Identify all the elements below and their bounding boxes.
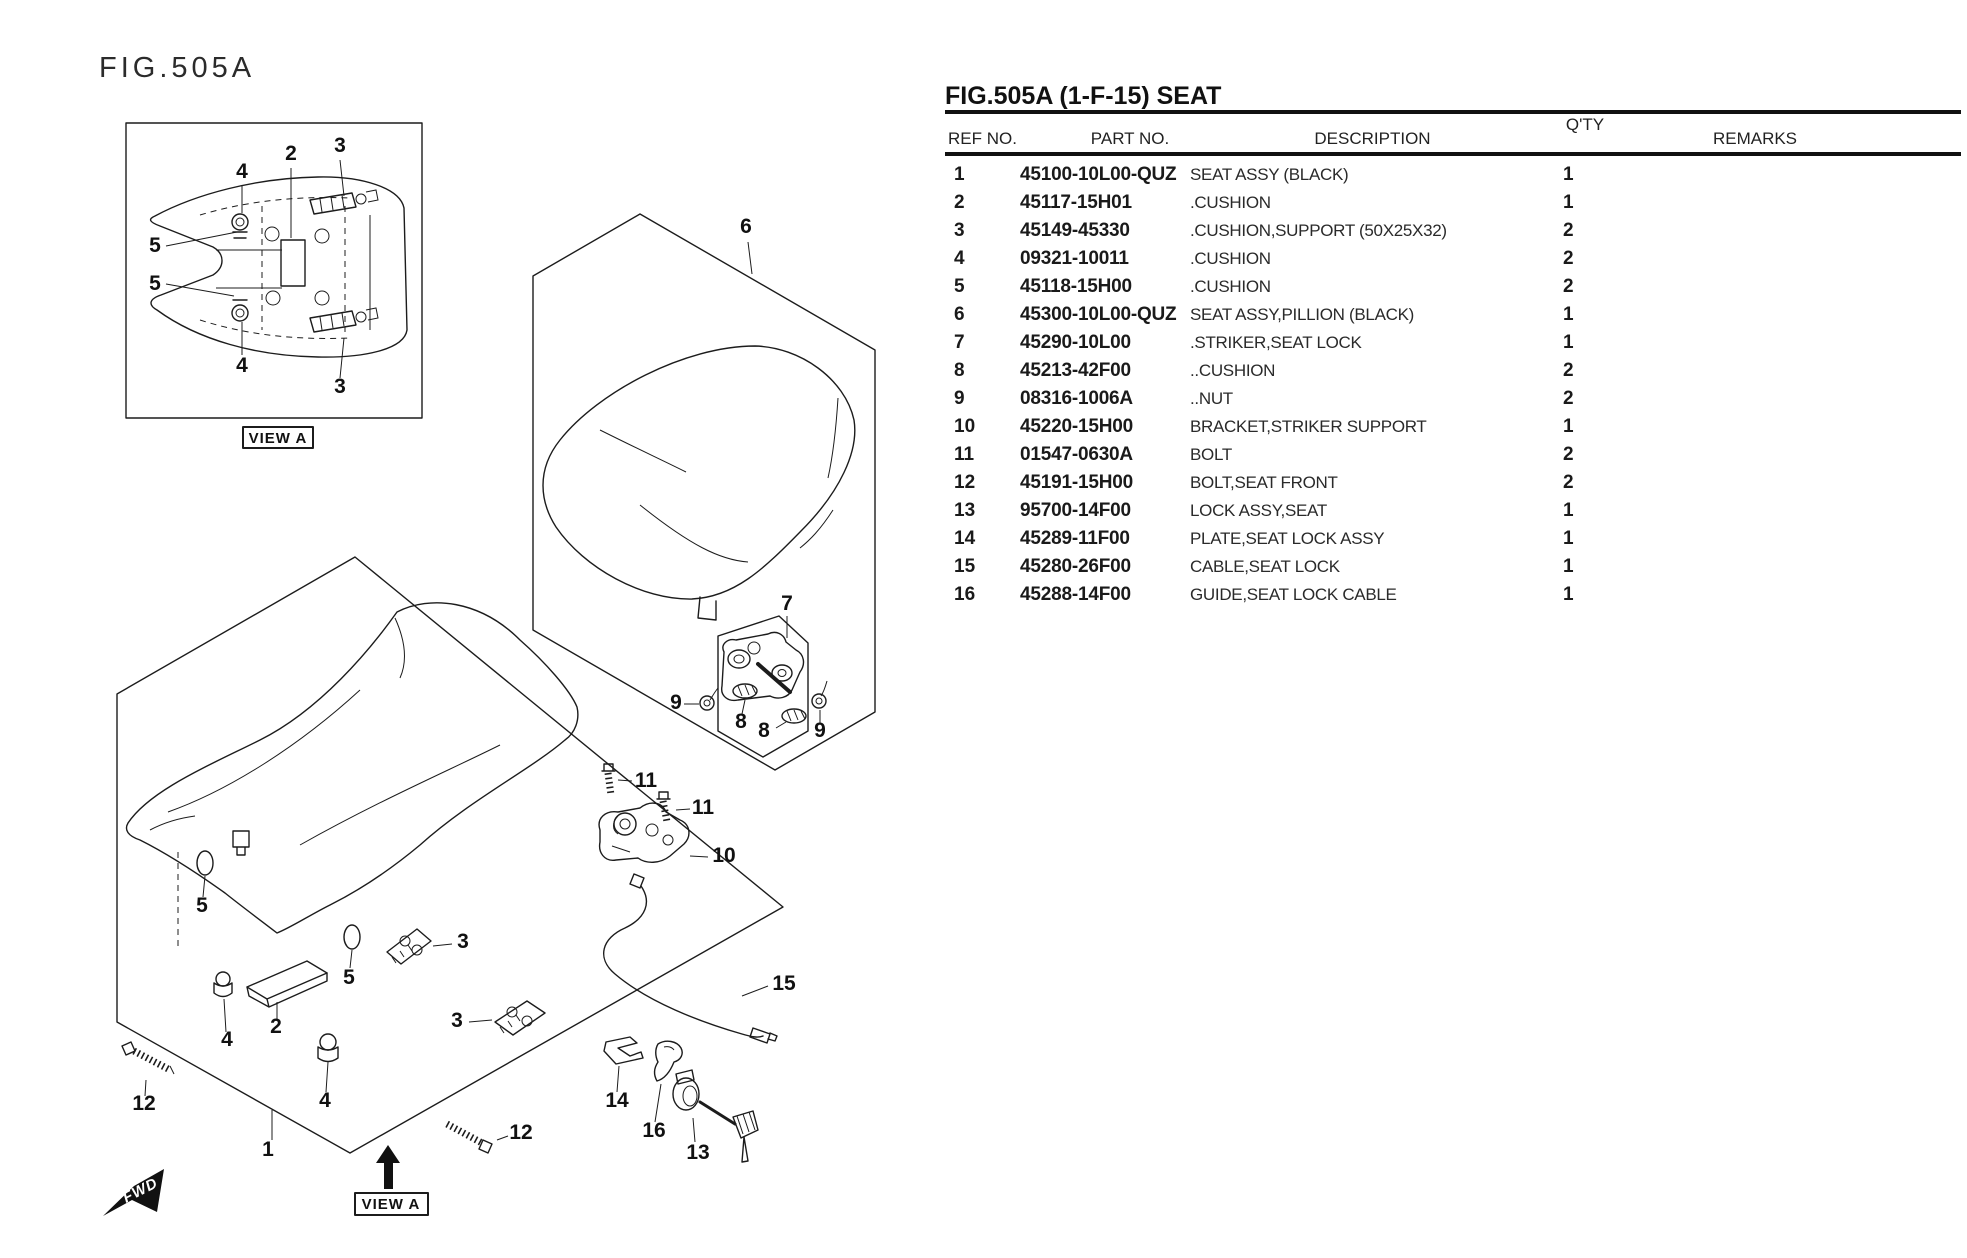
bolt-11-left bbox=[602, 764, 615, 795]
cushion-2-pad bbox=[281, 240, 305, 286]
callout-3: 3 bbox=[334, 375, 346, 398]
cell-part: 45280-26F00 bbox=[1020, 556, 1131, 577]
callout-4: 4 bbox=[236, 160, 248, 183]
cell-qty: 2 bbox=[1563, 472, 1574, 493]
cell-qty: 1 bbox=[1563, 500, 1574, 521]
col-part-no: PART NO. bbox=[1090, 129, 1170, 148]
cell-ref: 2 bbox=[954, 192, 965, 213]
pillion-panel bbox=[533, 214, 875, 770]
striker-tab bbox=[698, 597, 716, 620]
cell-part: 01547-0630A bbox=[1020, 444, 1133, 465]
col-remarks: REMARKS bbox=[1712, 129, 1798, 148]
cell-desc: PLATE,SEAT LOCK ASSY bbox=[1190, 529, 1385, 548]
callout-4: 4 bbox=[236, 354, 248, 377]
parts-table-body bbox=[945, 161, 1961, 609]
cell-part: 95700-14F00 bbox=[1020, 500, 1131, 521]
col-ref-no: REF NO. bbox=[948, 129, 1017, 148]
view-a-tag-inset bbox=[243, 427, 313, 448]
cell-ref: 4 bbox=[954, 248, 965, 269]
cell-part: 45213-42F00 bbox=[1020, 360, 1131, 381]
cell-part: 45191-15H00 bbox=[1020, 472, 1133, 493]
pad-2 bbox=[247, 961, 327, 1007]
cell-ref: 9 bbox=[954, 388, 965, 409]
leader-lines bbox=[166, 160, 344, 378]
cell-qty: 2 bbox=[1563, 360, 1574, 381]
table-row bbox=[945, 525, 1961, 553]
cell-desc: LOCK ASSY,SEAT bbox=[1190, 501, 1327, 520]
cell-part: 45117-15H01 bbox=[1020, 192, 1132, 213]
cell-qty: 1 bbox=[1563, 332, 1574, 353]
pillion-seat-outline bbox=[543, 346, 855, 599]
cell-part: 45300-10L00-QUZ bbox=[1020, 304, 1177, 325]
guide-16 bbox=[654, 1041, 682, 1081]
callout-10: 10 bbox=[712, 844, 736, 867]
cell-ref: 5 bbox=[954, 276, 965, 297]
cell-desc: BOLT bbox=[1190, 445, 1232, 464]
cushion-4-right bbox=[318, 1034, 338, 1062]
seat-pan-outline bbox=[151, 177, 407, 357]
callout-9: 9 bbox=[814, 719, 826, 742]
fwd-marker bbox=[103, 1169, 164, 1216]
cell-part: 09321-10011 bbox=[1020, 248, 1129, 269]
cushion-8-left bbox=[733, 684, 757, 698]
up-arrow-icon bbox=[376, 1145, 400, 1189]
grommet-4-top bbox=[232, 214, 248, 238]
rule-header bbox=[945, 152, 1961, 156]
table-row bbox=[945, 329, 1961, 357]
cell-part: 45149-45330 bbox=[1020, 220, 1130, 241]
cell-ref: 3 bbox=[954, 220, 965, 241]
table-row bbox=[945, 497, 1961, 525]
cell-desc: CABLE,SEAT LOCK bbox=[1190, 557, 1340, 576]
cell-part: 45100-10L00-QUZ bbox=[1020, 164, 1177, 185]
table-row bbox=[945, 273, 1961, 301]
bolt-12-left bbox=[122, 1042, 174, 1074]
callout-5: 5 bbox=[149, 234, 161, 257]
seat-hook bbox=[233, 831, 249, 855]
support-3-bottom bbox=[310, 308, 378, 332]
cushion-8-right bbox=[782, 709, 806, 723]
callout-14: 14 bbox=[605, 1089, 629, 1112]
cell-ref: 12 bbox=[954, 472, 976, 493]
cell-qty: 1 bbox=[1563, 164, 1574, 185]
view-a-label: VIEW A bbox=[248, 430, 308, 447]
callout-16: 16 bbox=[642, 1119, 666, 1142]
cell-part: 45289-11F00 bbox=[1020, 528, 1130, 549]
parts-list-panel bbox=[945, 82, 1961, 609]
callout-1: 1 bbox=[262, 1138, 274, 1161]
callout-11: 11 bbox=[634, 769, 658, 792]
table-row bbox=[945, 385, 1961, 413]
cushion-5-right bbox=[344, 925, 360, 949]
callout-8: 8 bbox=[758, 719, 770, 742]
cell-qty: 2 bbox=[1563, 276, 1574, 297]
cell-ref: 11 bbox=[954, 444, 975, 465]
bolt-12-right bbox=[447, 1124, 492, 1153]
callout-12: 12 bbox=[132, 1092, 156, 1115]
leader-6 bbox=[748, 242, 752, 274]
cell-qty: 1 bbox=[1563, 556, 1574, 577]
cell-desc: GUIDE,SEAT LOCK CABLE bbox=[1190, 585, 1397, 604]
cell-desc: .CUSHION bbox=[1190, 249, 1271, 268]
nut-9-right bbox=[812, 681, 827, 708]
bracket-10 bbox=[599, 803, 689, 862]
striker-spring bbox=[748, 642, 760, 654]
cell-ref: 6 bbox=[954, 304, 965, 325]
pillion-seat-creases bbox=[600, 398, 838, 562]
table-row bbox=[945, 189, 1961, 217]
callout-5: 5 bbox=[196, 894, 208, 917]
cell-qty: 2 bbox=[1563, 220, 1574, 241]
callout-2: 2 bbox=[285, 142, 297, 165]
inset-view-a bbox=[126, 123, 422, 448]
cell-ref: 15 bbox=[954, 556, 976, 577]
cell-part: 45288-14F00 bbox=[1020, 584, 1131, 605]
leader-lines bbox=[617, 780, 768, 1142]
panel-outline bbox=[117, 557, 783, 1153]
inset-border bbox=[126, 123, 422, 418]
table-header bbox=[945, 114, 1961, 152]
pan-hole bbox=[265, 227, 279, 241]
cell-ref: 7 bbox=[954, 332, 965, 353]
striker-assembly bbox=[684, 616, 827, 757]
table-row bbox=[945, 441, 1961, 469]
main-seat-outline bbox=[127, 603, 578, 933]
cell-part: 45220-15H00 bbox=[1020, 416, 1133, 437]
cell-part: 08316-1006A bbox=[1020, 388, 1133, 409]
table-row bbox=[945, 357, 1961, 385]
pan-hole bbox=[315, 291, 329, 305]
col-qty: Q'TY bbox=[1565, 115, 1605, 134]
cell-qty: 1 bbox=[1563, 584, 1574, 605]
view-a-label: VIEW A bbox=[361, 1196, 421, 1213]
table-row bbox=[945, 245, 1961, 273]
callout-15: 15 bbox=[772, 972, 796, 995]
cell-ref: 16 bbox=[954, 584, 976, 605]
plate-14 bbox=[604, 1037, 643, 1064]
figure-title: FIG.505A bbox=[99, 52, 256, 84]
table-row bbox=[945, 161, 1961, 189]
cell-part: 45290-10L00 bbox=[1020, 332, 1131, 353]
cell-desc: .STRIKER,SEAT LOCK bbox=[1190, 333, 1362, 352]
table-title: FIG.505A (1-F-15) SEAT bbox=[945, 82, 1222, 110]
panel-outline bbox=[533, 214, 875, 770]
table-row bbox=[945, 469, 1961, 497]
table-row bbox=[945, 217, 1961, 245]
fwd-label: FWD bbox=[120, 1174, 161, 1207]
hidden-rail bbox=[262, 206, 345, 332]
cell-desc: .CUSHION bbox=[1190, 193, 1271, 212]
cushion-5-left bbox=[197, 851, 213, 875]
cell-ref: 13 bbox=[954, 500, 976, 521]
callout-12: 12 bbox=[509, 1121, 533, 1144]
callout-7: 7 bbox=[781, 592, 793, 615]
callout-5: 5 bbox=[343, 966, 355, 989]
cable-15 bbox=[604, 874, 777, 1043]
callout-9: 9 bbox=[670, 691, 682, 714]
support-3-upper bbox=[387, 929, 431, 964]
nut-9-left bbox=[700, 688, 718, 710]
cell-desc: ..CUSHION bbox=[1190, 361, 1276, 380]
table-row bbox=[945, 413, 1961, 441]
callout-3: 3 bbox=[451, 1009, 463, 1032]
cell-qty: 1 bbox=[1563, 416, 1574, 437]
pan-hole bbox=[266, 291, 280, 305]
exploded-parts-diagram bbox=[0, 0, 940, 1258]
callout-6: 6 bbox=[740, 215, 752, 238]
cell-qty: 1 bbox=[1563, 304, 1574, 325]
table-row bbox=[945, 581, 1961, 609]
pan-hole bbox=[315, 229, 329, 243]
cell-desc: BRACKET,STRIKER SUPPORT bbox=[1190, 417, 1427, 436]
cell-qty: 2 bbox=[1563, 444, 1574, 465]
view-a-tag-bottom bbox=[355, 1145, 428, 1215]
callout-3: 3 bbox=[334, 134, 346, 157]
callout-4: 4 bbox=[221, 1028, 233, 1051]
cell-qty: 1 bbox=[1563, 528, 1574, 549]
cell-ref: 10 bbox=[954, 416, 976, 437]
main-seat-panel bbox=[117, 557, 783, 1153]
cell-ref: 14 bbox=[954, 528, 976, 549]
cell-ref: 1 bbox=[954, 164, 965, 185]
cell-part: 45118-15H00 bbox=[1020, 276, 1132, 297]
cell-qty: 1 bbox=[1563, 192, 1574, 213]
table-row bbox=[945, 301, 1961, 329]
seat-creases bbox=[150, 618, 500, 845]
cell-qty: 2 bbox=[1563, 388, 1574, 409]
cell-desc: .CUSHION,SUPPORT (50X25X32) bbox=[1190, 221, 1447, 240]
cushion-4-left bbox=[214, 972, 232, 997]
callout-8: 8 bbox=[735, 710, 747, 733]
cell-desc: .CUSHION bbox=[1190, 277, 1271, 296]
cell-qty: 2 bbox=[1563, 248, 1574, 269]
callout-13: 13 bbox=[686, 1141, 710, 1164]
table-row bbox=[945, 553, 1961, 581]
cell-desc: SEAT ASSY (BLACK) bbox=[1190, 165, 1349, 184]
callout-11: 11 bbox=[691, 796, 715, 819]
cell-ref: 8 bbox=[954, 360, 965, 381]
callout-5: 5 bbox=[149, 272, 161, 295]
cell-desc: BOLT,SEAT FRONT bbox=[1190, 473, 1338, 492]
callout-4: 4 bbox=[319, 1089, 331, 1112]
cell-desc: ..NUT bbox=[1190, 389, 1233, 408]
col-description: DESCRIPTION bbox=[1314, 129, 1431, 148]
callout-2: 2 bbox=[270, 1015, 282, 1038]
grommet-4-bottom bbox=[232, 300, 248, 321]
callout-3: 3 bbox=[457, 930, 469, 953]
cell-desc: SEAT ASSY,PILLION (BLACK) bbox=[1190, 305, 1414, 324]
support-3-lower bbox=[495, 1001, 545, 1035]
